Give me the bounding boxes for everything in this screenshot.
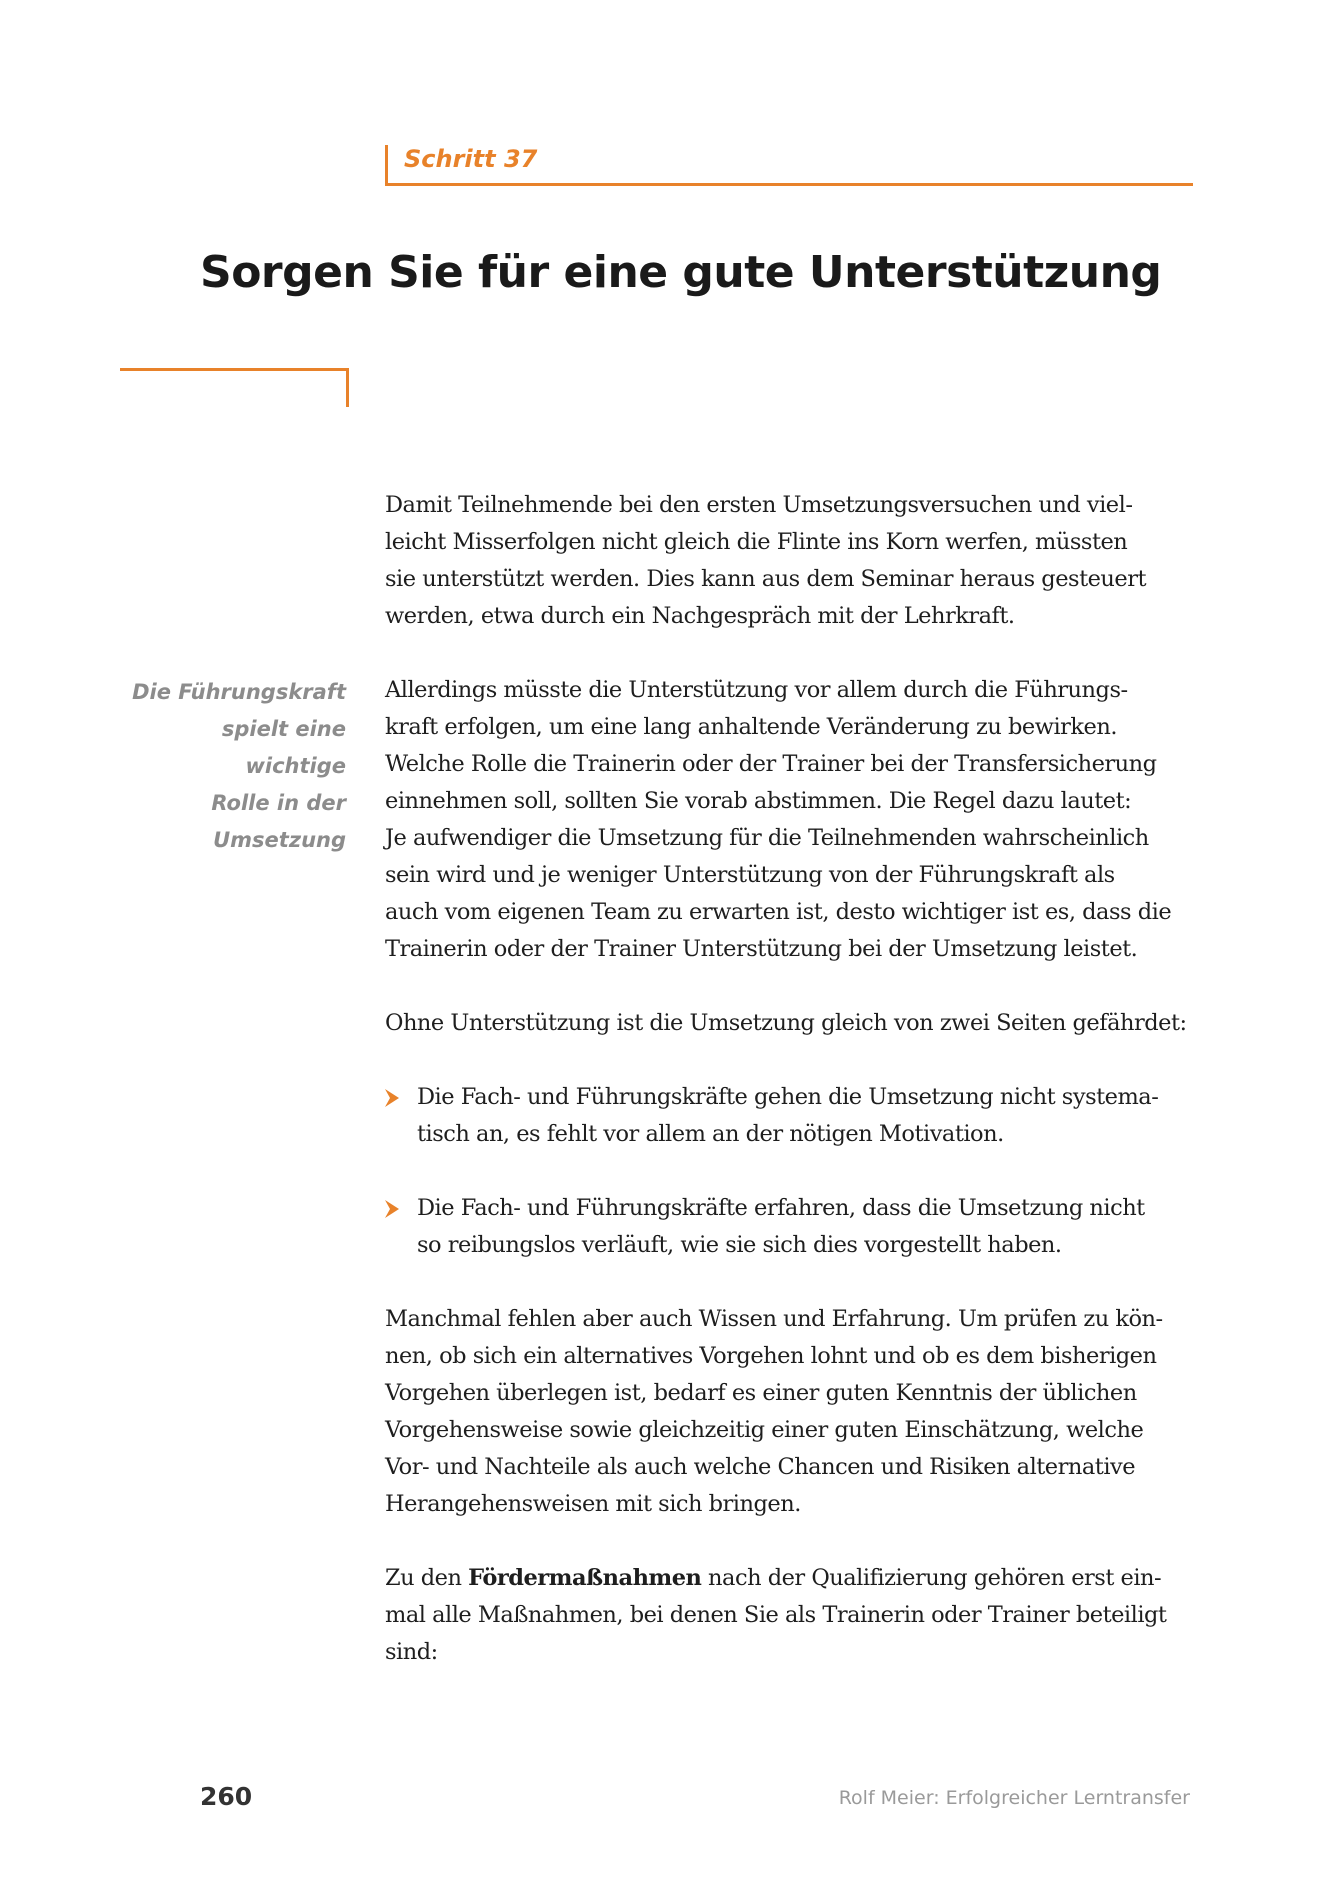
text-line: Vorgehen überlegen ist, bedarf es einer guten Kenntnis der üblichen: [385, 1380, 1137, 1406]
text-line: sie unterstützt werden. Dies kann aus dem Seminar heraus gesteuert: [385, 566, 1147, 592]
text-line: einnehmen soll, sollten Sie vorab abstimmen. Die Regel dazu lautet:: [385, 788, 1132, 814]
list-item: [385, 1079, 1193, 1153]
chapter-title: Sorgen Sie für eine gute Unterstützung: [200, 247, 1162, 298]
paragraph-4: [385, 1301, 1193, 1523]
text-line: nen, ob sich ein alternatives Vorgehen lohnt und ob es dem bisherigen: [385, 1343, 1157, 1369]
text-line: tisch an, es fehlt vor allem an der nötigen Motivation.: [417, 1121, 1004, 1147]
paragraph-5: [385, 1560, 1193, 1671]
text-line: Herangehensweisen mit sich bringen.: [385, 1491, 801, 1517]
paragraph-2: [385, 672, 1193, 968]
step-label: Schritt 37: [404, 145, 538, 173]
text-line: Vorgehensweise sowie gleichzeitig einer guten Einschätzung, welche: [385, 1417, 1144, 1443]
text-line: sein wird und je weniger Unterstützung von der Führungskraft als: [385, 862, 1115, 888]
text-line: so reibungslos verläuft, wie sie sich dies vorgestellt haben.: [417, 1232, 1062, 1258]
text-line: Welche Rolle die Trainerin oder der Trainer bei der Transfersicherung: [385, 751, 1157, 777]
decorative-rule: [120, 368, 349, 407]
text-line: Die Fach- und Führungskräfte erfahren, dass die Umsetzung nicht: [417, 1195, 1145, 1221]
page-number: 260: [200, 1782, 253, 1811]
text-line: Damit Teilnehmende bei den ersten Umsetzungsversuchen und viel-: [385, 492, 1133, 518]
step-header: [385, 145, 1193, 186]
text-line: Allerdings müsste die Unterstützung vor allem durch die Führungs-: [385, 677, 1128, 703]
text-line: Manchmal fehlen aber auch Wissen und Erfahrung. Um prüfen zu kön-: [385, 1306, 1163, 1332]
text-line: werden, etwa durch ein Nachgespräch mit der Lehrkraft.: [385, 603, 1015, 629]
chevron-right-icon: [385, 1200, 399, 1218]
text-line: leicht Misserfolgen nicht gleich die Flinte ins Korn werfen, müssten: [385, 529, 1128, 555]
paragraph-3: [385, 1005, 1193, 1042]
margin-note-line: Die Führungskraft: [132, 680, 346, 704]
running-footer: Rolf Meier: Erfolgreicher Lerntransfer: [838, 1787, 1190, 1809]
margin-note-line: Rolle in der: [211, 791, 346, 815]
text-line: auch vom eigenen Team zu erwarten ist, desto wichtiger ist es, dass die: [385, 899, 1172, 925]
text-fragment: Zu den: [385, 1565, 469, 1591]
bullet-list: [385, 1079, 1193, 1264]
text-fragment: nach der Qualifizierung gehören erst ein-: [701, 1565, 1162, 1591]
list-item: [385, 1190, 1193, 1264]
chevron-right-icon: [385, 1089, 399, 1107]
text-line: Vor- und Nachteile als auch welche Chancen und Risiken alternative: [385, 1454, 1136, 1480]
text-line: Ohne Unterstützung ist die Umsetzung gleich von zwei Seiten gefährdet:: [385, 1010, 1187, 1036]
margin-note-line: Umsetzung: [213, 828, 346, 852]
text-line: Je aufwendiger die Umsetzung für die Teilnehmenden wahrscheinlich: [385, 825, 1149, 851]
bold-term: Fördermaßnahmen: [468, 1565, 702, 1591]
margin-note-line: spielt eine wichtige: [221, 717, 346, 778]
text-line: kraft erfolgen, um eine lang anhaltende Veränderung zu bewirken.: [385, 714, 1118, 740]
margin-note: [120, 674, 346, 859]
text-line: sind:: [385, 1639, 438, 1665]
text-line: Trainerin oder der Trainer Unterstützung bei der Umsetzung leistet.: [385, 936, 1138, 962]
text-line: Die Fach- und Führungskräfte gehen die Umsetzung nicht systema-: [417, 1084, 1159, 1110]
paragraph-1: [385, 487, 1193, 635]
body-text: [385, 487, 1193, 1708]
text-line: mal alle Maßnahmen, bei denen Sie als Trainerin oder Trainer beteiligt: [385, 1602, 1167, 1628]
